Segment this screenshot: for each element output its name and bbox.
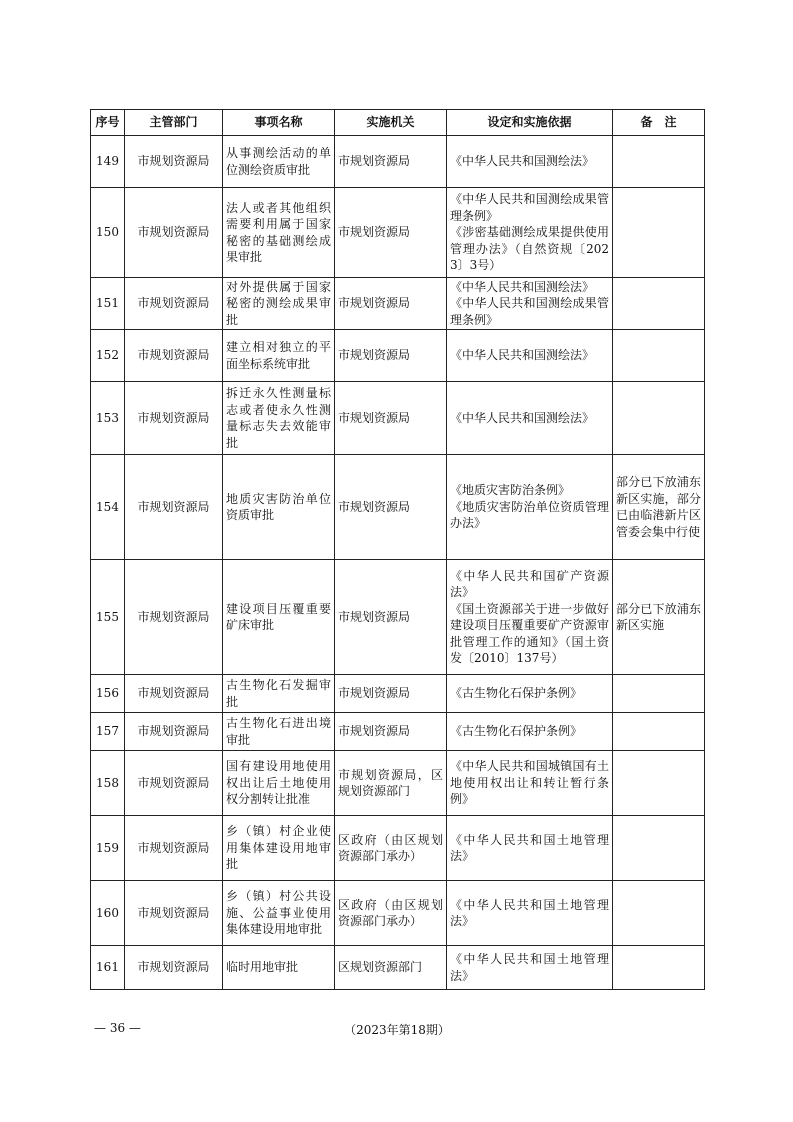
agency-cell: 市规划资源局 bbox=[335, 330, 447, 382]
header-basis: 设定和实施依据 bbox=[447, 110, 613, 136]
basis-cell: 《中华人民共和国城镇国有土地使用权出让和转让暂行条例》 bbox=[447, 751, 613, 816]
serial-no-cell: 156 bbox=[91, 675, 125, 713]
serial-no-cell: 151 bbox=[91, 278, 125, 330]
item-name-cell: 对外提供属于国家秘密的测绘成果审批 bbox=[223, 278, 335, 330]
item-name-cell: 从事测绘活动的单位测绘资质审批 bbox=[223, 136, 335, 188]
agency-cell: 市规划资源局 bbox=[335, 560, 447, 675]
remarks-cell bbox=[613, 751, 705, 816]
table-row bbox=[91, 713, 705, 751]
table-row bbox=[91, 330, 705, 382]
table-row bbox=[91, 560, 705, 675]
department-cell: 市规划资源局 bbox=[125, 713, 223, 751]
table-row bbox=[91, 751, 705, 816]
agency-cell: 区政府（由区规划资源部门承办） bbox=[335, 881, 447, 946]
basis-cell: 《中华人民共和国土地管理法》 bbox=[447, 816, 613, 881]
agency-cell: 市规划资源局 bbox=[335, 713, 447, 751]
table-row bbox=[91, 278, 705, 330]
remarks-cell bbox=[613, 946, 705, 990]
table-row bbox=[91, 382, 705, 455]
agency-cell: 市规划资源局 bbox=[335, 136, 447, 188]
department-cell: 市规划资源局 bbox=[125, 188, 223, 278]
department-cell: 市规划资源局 bbox=[125, 881, 223, 946]
agency-cell: 市规划资源局 bbox=[335, 278, 447, 330]
basis-cell: 《中华人民共和国测绘法》 《中华人民共和国测绘成果管理条例》 bbox=[447, 278, 613, 330]
header-remarks: 备 注 bbox=[613, 110, 705, 136]
table-row bbox=[91, 946, 705, 990]
agency-cell: 市规划资源局 bbox=[335, 382, 447, 455]
table-body bbox=[91, 136, 705, 990]
remarks-cell bbox=[613, 675, 705, 713]
department-cell: 市规划资源局 bbox=[125, 455, 223, 560]
table-row bbox=[91, 188, 705, 278]
approval-items-table bbox=[90, 109, 705, 990]
item-name-cell: 乡（镇）村企业使用集体建设用地审批 bbox=[223, 816, 335, 881]
table-header-row bbox=[91, 110, 705, 136]
remarks-cell: 部分已下放浦东新区实施 bbox=[613, 560, 705, 675]
item-name-cell: 国有建设用地使用权出让后土地使用权分割转让批准 bbox=[223, 751, 335, 816]
basis-cell: 《中华人民共和国测绘法》 bbox=[447, 330, 613, 382]
serial-no-cell: 159 bbox=[91, 816, 125, 881]
serial-no-cell: 161 bbox=[91, 946, 125, 990]
remarks-cell bbox=[613, 330, 705, 382]
page-footer bbox=[90, 1021, 704, 1041]
header-department: 主管部门 bbox=[125, 110, 223, 136]
item-name-cell: 乡（镇）村公共设施、公益事业使用集体建设用地审批 bbox=[223, 881, 335, 946]
serial-no-cell: 149 bbox=[91, 136, 125, 188]
item-name-cell: 临时用地审批 bbox=[223, 946, 335, 990]
department-cell: 市规划资源局 bbox=[125, 816, 223, 881]
page-number: — 36 — bbox=[94, 1021, 141, 1035]
basis-cell: 《中华人民共和国矿产资源法》 《国土资源部关于进一步做好建设项目压覆重要矿产资源审批管理工作的通知》（国土资发〔2010〕137号） bbox=[447, 560, 613, 675]
serial-no-cell: 157 bbox=[91, 713, 125, 751]
department-cell: 市规划资源局 bbox=[125, 330, 223, 382]
header-item-name: 事项名称 bbox=[223, 110, 335, 136]
basis-cell: 《中华人民共和国测绘法》 bbox=[447, 382, 613, 455]
item-name-cell: 法人或者其他组织需要利用属于国家秘密的基础测绘成果审批 bbox=[223, 188, 335, 278]
department-cell: 市规划资源局 bbox=[125, 278, 223, 330]
department-cell: 市规划资源局 bbox=[125, 382, 223, 455]
table-row bbox=[91, 455, 705, 560]
basis-cell: 《中华人民共和国测绘法》 bbox=[447, 136, 613, 188]
agency-cell: 市规划资源局，区规划资源部门 bbox=[335, 751, 447, 816]
serial-no-cell: 154 bbox=[91, 455, 125, 560]
remarks-cell bbox=[613, 188, 705, 278]
department-cell: 市规划资源局 bbox=[125, 946, 223, 990]
header-serial-no: 序号 bbox=[91, 110, 125, 136]
item-name-cell: 拆迁永久性测量标志或者使永久性测量标志失去效能审批 bbox=[223, 382, 335, 455]
remarks-cell bbox=[613, 713, 705, 751]
item-name-cell: 建设项目压覆重要矿床审批 bbox=[223, 560, 335, 675]
agency-cell: 市规划资源局 bbox=[335, 188, 447, 278]
serial-no-cell: 155 bbox=[91, 560, 125, 675]
header-agency: 实施机关 bbox=[335, 110, 447, 136]
item-name-cell: 古生物化石发掘审批 bbox=[223, 675, 335, 713]
serial-no-cell: 153 bbox=[91, 382, 125, 455]
agency-cell: 市规划资源局 bbox=[335, 455, 447, 560]
department-cell: 市规划资源局 bbox=[125, 751, 223, 816]
remarks-cell bbox=[613, 136, 705, 188]
serial-no-cell: 150 bbox=[91, 188, 125, 278]
table-row bbox=[91, 136, 705, 188]
remarks-cell bbox=[613, 881, 705, 946]
remarks-cell bbox=[613, 278, 705, 330]
issue-label: （2023年第18期） bbox=[344, 1023, 450, 1037]
serial-no-cell: 158 bbox=[91, 751, 125, 816]
basis-cell: 《古生物化石保护条例》 bbox=[447, 675, 613, 713]
remarks-cell bbox=[613, 816, 705, 881]
table-row bbox=[91, 816, 705, 881]
remarks-cell: 部分已下放浦东新区实施，部分已由临港新片区管委会集中行使 bbox=[613, 455, 705, 560]
basis-cell: 《中华人民共和国土地管理法》 bbox=[447, 946, 613, 990]
item-name-cell: 建立相对独立的平面坐标系统审批 bbox=[223, 330, 335, 382]
department-cell: 市规划资源局 bbox=[125, 136, 223, 188]
basis-cell: 《古生物化石保护条例》 bbox=[447, 713, 613, 751]
serial-no-cell: 152 bbox=[91, 330, 125, 382]
item-name-cell: 地质灾害防治单位资质审批 bbox=[223, 455, 335, 560]
table-row bbox=[91, 881, 705, 946]
agency-cell: 区政府（由区规划资源部门承办） bbox=[335, 816, 447, 881]
department-cell: 市规划资源局 bbox=[125, 675, 223, 713]
table-row bbox=[91, 675, 705, 713]
agency-cell: 区规划资源部门 bbox=[335, 946, 447, 990]
basis-cell: 《地质灾害防治条例》 《地质灾害防治单位资质管理办法》 bbox=[447, 455, 613, 560]
basis-cell: 《中华人民共和国土地管理法》 bbox=[447, 881, 613, 946]
remarks-cell bbox=[613, 382, 705, 455]
department-cell: 市规划资源局 bbox=[125, 560, 223, 675]
basis-cell: 《中华人民共和国测绘成果管理条例》 《涉密基础测绘成果提供使用管理办法》（自然资规〔2023〕3号） bbox=[447, 188, 613, 278]
agency-cell: 市规划资源局 bbox=[335, 675, 447, 713]
serial-no-cell: 160 bbox=[91, 881, 125, 946]
item-name-cell: 古生物化石进出境审批 bbox=[223, 713, 335, 751]
